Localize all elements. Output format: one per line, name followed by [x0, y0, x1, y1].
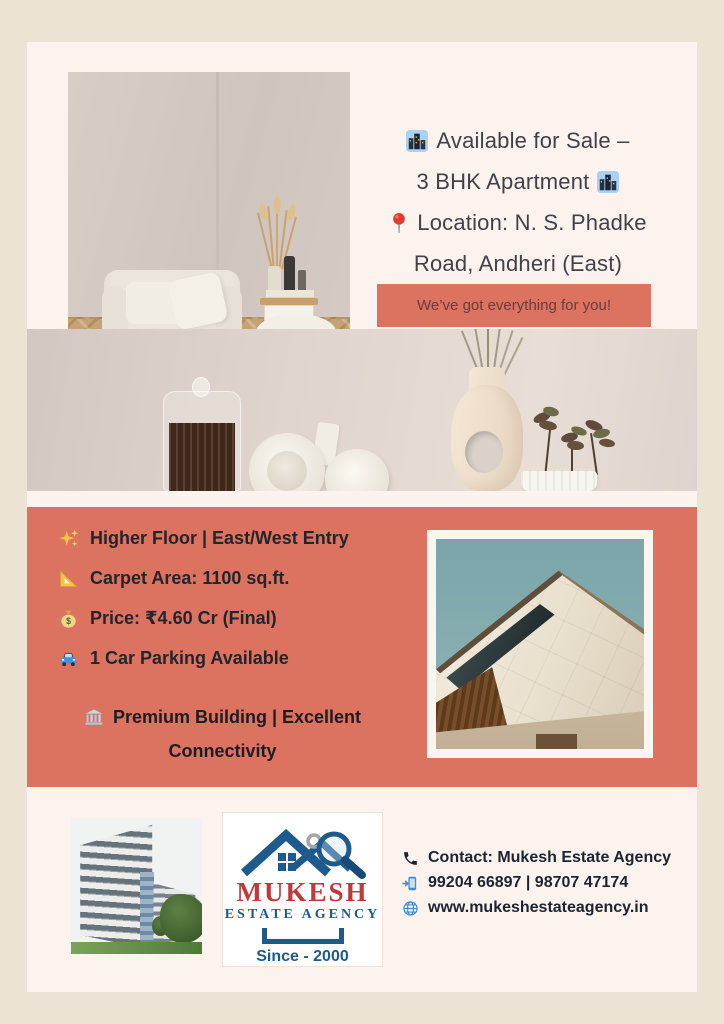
- feature-text: Higher Floor | East/West Entry: [90, 527, 349, 548]
- phone-icon: [402, 850, 419, 867]
- feature-text: 1 Car Parking Available: [90, 647, 289, 668]
- contact-text: www.mukeshestateagency.in: [428, 899, 649, 916]
- sale-text-2: 3 BHK Apartment: [416, 169, 590, 194]
- succulent-stem: [544, 425, 551, 473]
- sale-text-1: Available for Sale –: [436, 128, 630, 153]
- contact-block: [402, 849, 671, 917]
- office-building-photo: [71, 818, 202, 954]
- svg-text:$: $: [66, 615, 71, 626]
- feature-row: [58, 525, 349, 551]
- globe-icon: [402, 900, 419, 917]
- decor-photo: [27, 329, 697, 491]
- feature-row: [58, 565, 349, 591]
- feature-text: Price: ₹4.60 Cr (Final): [90, 607, 277, 628]
- cityscape-icon: [406, 130, 428, 152]
- headline-line-3: [368, 202, 668, 243]
- vase-hole: [465, 431, 503, 473]
- feature-row: [58, 645, 349, 671]
- logo-name: MUKESH: [236, 877, 369, 907]
- highlight-text-1: Premium Building | Excellent: [112, 707, 362, 727]
- location-text-2: Road, Andheri (East): [413, 251, 623, 276]
- highlight-line-1: [55, 700, 390, 734]
- grass: [71, 942, 202, 954]
- triangular-ruler-icon: [58, 568, 79, 589]
- headphone-cup-inner: [267, 451, 307, 491]
- dark-bottle: [284, 256, 295, 294]
- tree: [160, 894, 202, 943]
- jar-contents: [169, 423, 235, 491]
- cityscape-icon: [597, 171, 619, 193]
- tagline-text: We’ve got everything for you!: [417, 297, 611, 314]
- side-table-top: [260, 298, 318, 305]
- highlight-block: [55, 700, 390, 768]
- contact-row: [402, 899, 671, 917]
- contact-row: [402, 874, 671, 892]
- contact-row: [402, 849, 671, 867]
- succulent-stem: [590, 433, 598, 475]
- logo-since: Since - 2000: [256, 948, 349, 965]
- money-bag-icon: [58, 608, 79, 629]
- pillow: [167, 271, 228, 331]
- headline-line-1: [368, 120, 668, 161]
- round-pushpin-icon: [389, 212, 409, 234]
- mobile-phone-arrow-icon: [402, 875, 419, 892]
- logo-subtitle: ESTATE AGENCY: [224, 907, 381, 922]
- sparkles-icon: [58, 528, 79, 549]
- house-magnifier-logo-icon: [236, 821, 370, 881]
- car-icon: [58, 648, 79, 669]
- plant-pot: [521, 471, 597, 491]
- tagline-banner: [377, 284, 651, 327]
- location-text-1: Location: N. S. Phadke: [417, 210, 647, 235]
- agency-logo-card: [222, 812, 383, 967]
- classical-building-icon: [84, 707, 104, 727]
- features-section: [27, 507, 697, 787]
- pampas-tip: [274, 196, 281, 214]
- succulent-leaf: [538, 420, 557, 432]
- building-photo-frame: [427, 530, 653, 758]
- headline-line-2: [368, 161, 668, 202]
- feature-text: Carpet Area: 1100 sq.ft.: [90, 567, 290, 588]
- entry-block: [536, 734, 578, 749]
- headline-block: [368, 120, 668, 284]
- feature-row: [58, 605, 349, 631]
- flyer-inner-panel: [27, 42, 697, 992]
- contact-text: Contact: Mukesh Estate Agency: [428, 849, 672, 866]
- contact-text: 99204 66897 | 98707 47174: [428, 874, 629, 891]
- succulent-leaf: [599, 438, 616, 448]
- logo-bracket: [262, 928, 344, 944]
- succulent-leaf: [567, 440, 585, 450]
- modern-building-photo: [436, 539, 644, 749]
- feature-list: [58, 525, 349, 685]
- headline-line-4: [368, 243, 668, 284]
- glass-column: [140, 872, 153, 947]
- highlight-text-2: Connectivity: [168, 741, 277, 761]
